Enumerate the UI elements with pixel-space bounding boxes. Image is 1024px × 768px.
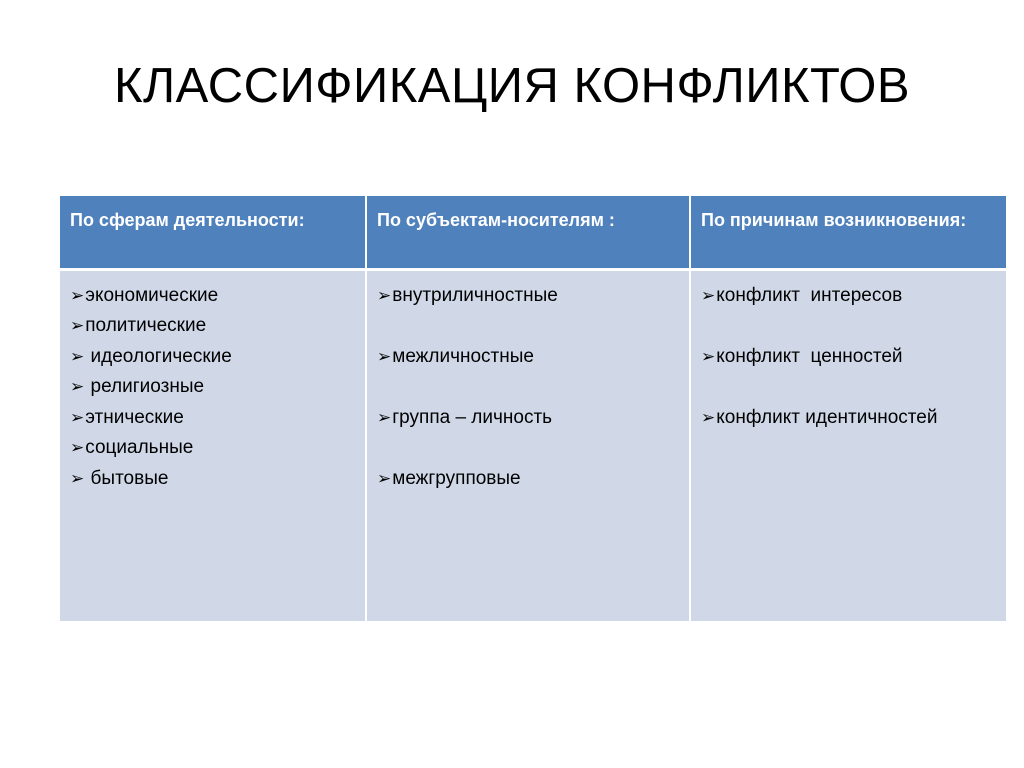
arrow-bullet-icon: ➢ <box>70 346 85 366</box>
arrow-bullet-icon: ➢ <box>70 468 85 488</box>
list-item-label: конфликт ценностей <box>716 345 903 367</box>
list-item-label: группа – личность <box>392 406 553 428</box>
list-item <box>70 281 355 312</box>
arrow-bullet-icon: ➢ <box>701 407 716 427</box>
header-causes: По причинам возникновения: <box>690 196 1006 269</box>
list-item <box>70 403 355 434</box>
list-item <box>377 464 679 495</box>
list-item-label: этнические <box>85 406 184 428</box>
list-item-label: политические <box>85 315 207 336</box>
list-subjects <box>377 281 679 495</box>
cell-causes <box>690 269 1006 621</box>
list-item <box>70 311 355 342</box>
list-item-label: бытовые <box>85 467 169 489</box>
list-item <box>701 281 996 312</box>
slide-title: КЛАССИФИКАЦИЯ КОНФЛИКТОВ <box>113 59 911 113</box>
arrow-bullet-icon: ➢ <box>70 285 85 305</box>
arrow-bullet-icon: ➢ <box>377 407 392 427</box>
arrow-bullet-icon: ➢ <box>70 438 85 457</box>
header-subjects: По субъектам-носителям : <box>366 196 690 269</box>
arrow-bullet-icon: ➢ <box>70 407 85 427</box>
list-item <box>377 403 679 434</box>
list-item-label: идеологические <box>85 345 232 367</box>
list-item-label: конфликт идентичностей <box>716 406 938 428</box>
list-item <box>377 281 679 312</box>
list-item <box>701 342 996 373</box>
list-item-label: межгрупповые <box>392 467 521 489</box>
list-item <box>70 372 355 403</box>
table-body-row <box>60 269 1006 621</box>
list-item <box>70 433 355 464</box>
list-item <box>70 342 355 373</box>
cell-subjects <box>366 269 690 621</box>
list-causes <box>701 281 996 434</box>
table-header-row <box>60 196 1006 269</box>
arrow-bullet-icon: ➢ <box>701 346 716 366</box>
list-item-label: внутриличностные <box>392 284 558 306</box>
list-item-label: религиозные <box>85 376 205 397</box>
list-item-label: межличностные <box>392 345 534 367</box>
list-item <box>701 403 996 434</box>
arrow-bullet-icon: ➢ <box>70 377 85 396</box>
arrow-bullet-icon: ➢ <box>377 346 392 366</box>
arrow-bullet-icon: ➢ <box>70 316 85 335</box>
list-item-label: экономические <box>85 284 219 306</box>
list-spheres <box>70 281 355 495</box>
cell-spheres <box>60 269 366 621</box>
list-item-label: конфликт интересов <box>716 284 903 306</box>
list-item-label: социальные <box>85 437 194 458</box>
list-item <box>70 464 355 495</box>
list-item <box>377 342 679 373</box>
header-spheres: По сферам деятельности: <box>60 196 366 269</box>
classification-table <box>60 196 1006 621</box>
arrow-bullet-icon: ➢ <box>701 285 716 305</box>
arrow-bullet-icon: ➢ <box>377 285 392 305</box>
arrow-bullet-icon: ➢ <box>377 468 392 488</box>
